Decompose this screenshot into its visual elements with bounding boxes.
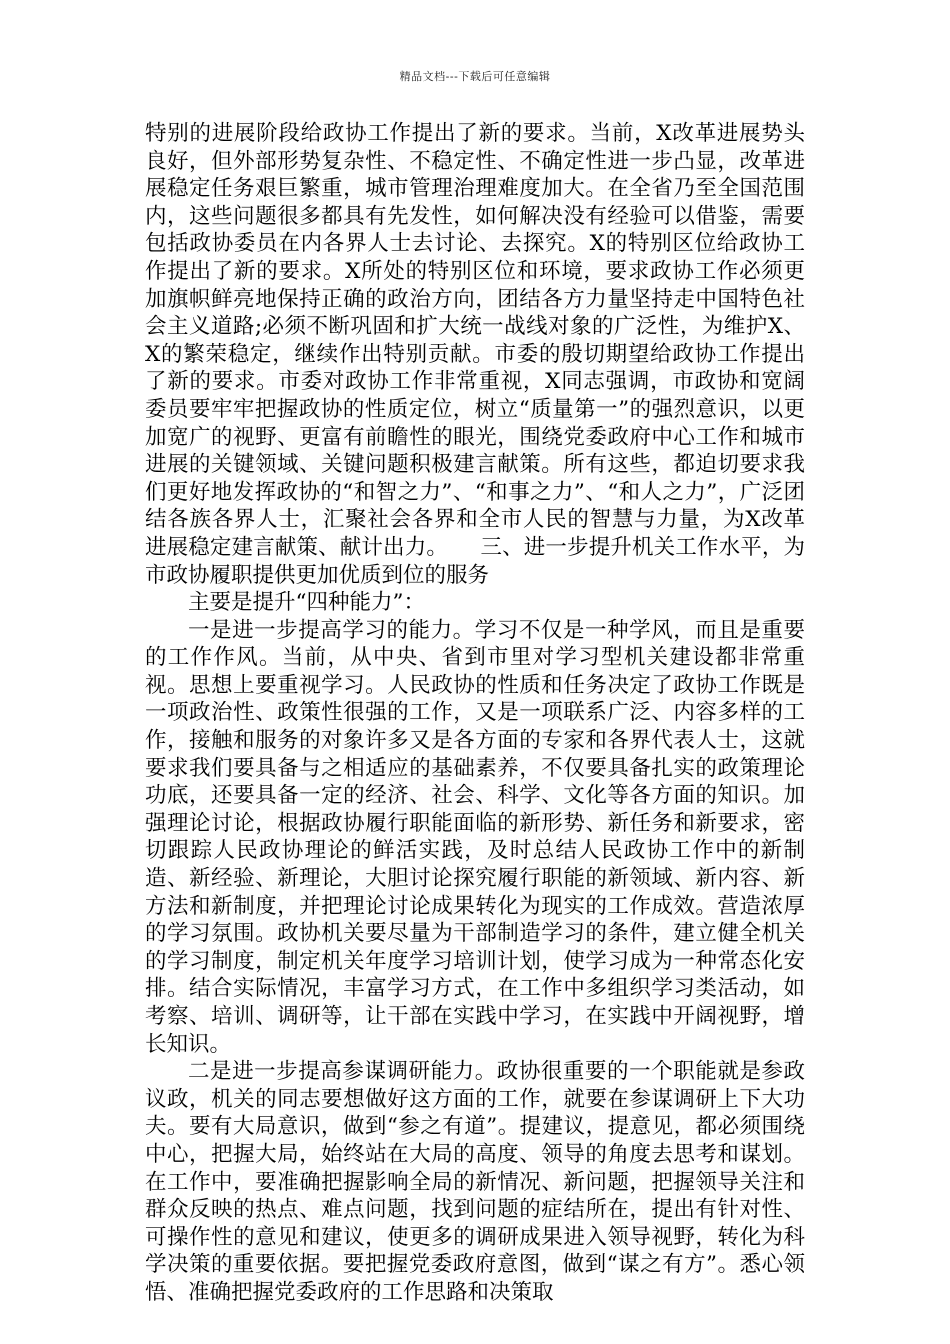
- paragraph-4: 二是进一步提高参谋调研能力。政协很重要的一个职能就是参政议政，机关的同志要想做好这方面的工作，就要在参谋调研上下大功夫。要有大局意识，做到“参之有道”。提建议，提意见，都必须围绕中心，把握大局，始终站在大局的高度、领导的角度去思考和谋划。在工作中，要准确把握影响全局的新情况、新问题，把握领导关注和群众反映的热点、难点问题，找到问题的症结所在，提出有针对性、可操作性的意见和建议，使更多的调研成果进入领导视野，转化为科学决策的重要依据。要把握党委政府意图，做到“谋之有方”。悉心领悟、准确把握党委政府的工作思路和决策取: [145, 1059, 805, 1305]
- paragraph-1: 特别的进展阶段给政协工作提出了新的要求。当前，X改革进展势头良好，但外部形势复杂性、不稳定性、不确定性进一步凸显，改革进展稳定任务艰巨繁重，城市管理治理难度加大。在全省乃至全国范围内，这些问题很多都具有先发性，如何解决没有经验可以借鉴，需要包括政协委员在内各界人士去讨论、去探究。X的特别区位给政协工作提出了新的要求。X所处的特别区位和环境，要求政协工作必须更加旗帜鲜亮地保持正确的政治方向，团结各方力量坚持走中国特色社会主义道路;必须不断巩固和扩大统一战线对象的广泛性，为维护X、X的繁荣稳定，继续作出特别贡献。市委的殷切期望给政协工作提出了新的要求。市委对政协工作非常重视，X同志强调，市政协和宽阔委员要牢牢把握政协的性质定位，树立“质量第一”的强烈意识，以更加宽广的视野、更富有前瞻性的眼光，围绕党委政府中心工作和城市进展的关键领域、关键问题积极建言献策。所有这些，都迫切要求我们更好地发挥政协的“和智之力”、“和事之力”、“和人之力”，广泛团结各族各界人士，汇聚社会各界和全市人民的智慧与力量，为X改革进展稳定建言献策、献计出力。 三、进一步提升机关工作水平，为市政协履职提供更加优质到位的服务: [145, 121, 805, 588]
- paragraph-3: 一是进一步提高学习的能力。学习不仅是一种学风，而且是重要的工作作风。当前，从中央、省到市里对学习型机关建设都非常重视。思想上要重视学习。人民政协的性质和任务决定了政协工作既是一项政治性、政策性很强的工作，又是一项联系广泛、内容多样的工作，接触和服务的对象许多又是各方面的专家和各界代表人士，这就要求我们要具备与之相适应的基础素养，不仅要具备扎实的政策理论功底，还要具备一定的经济、社会、科学、文化等各方面的知识。加强理论讨论，根据政协履行职能面临的新形势、新任务和新要求，密切跟踪人民政协理论的鲜活实践，及时总结人民政协工作中的新制造、新经验、新理论，大胆讨论探究履行职能的新领域、新内容、新方法和新制度，并把理论讨论成果转化为现实的工作成效。营造浓厚的学习氛围。政协机关要尽量为干部制造学习的条件，建立健全机关的学习制度，制定机关年度学习培训计划，使学习成为一种常态化安排。结合实际情况，丰富学习方式，在工作中多组织学习类活动，如考察、培训、调研等，让干部在实践中学习，在实践中开阔视野，增长知识。: [145, 617, 805, 1057]
- page-header: 精品文档---下载后可任意编辑: [399, 70, 551, 83]
- document-body: [145, 120, 805, 1307]
- paragraph-2: 主要是提升“四种能力”：: [188, 590, 425, 616]
